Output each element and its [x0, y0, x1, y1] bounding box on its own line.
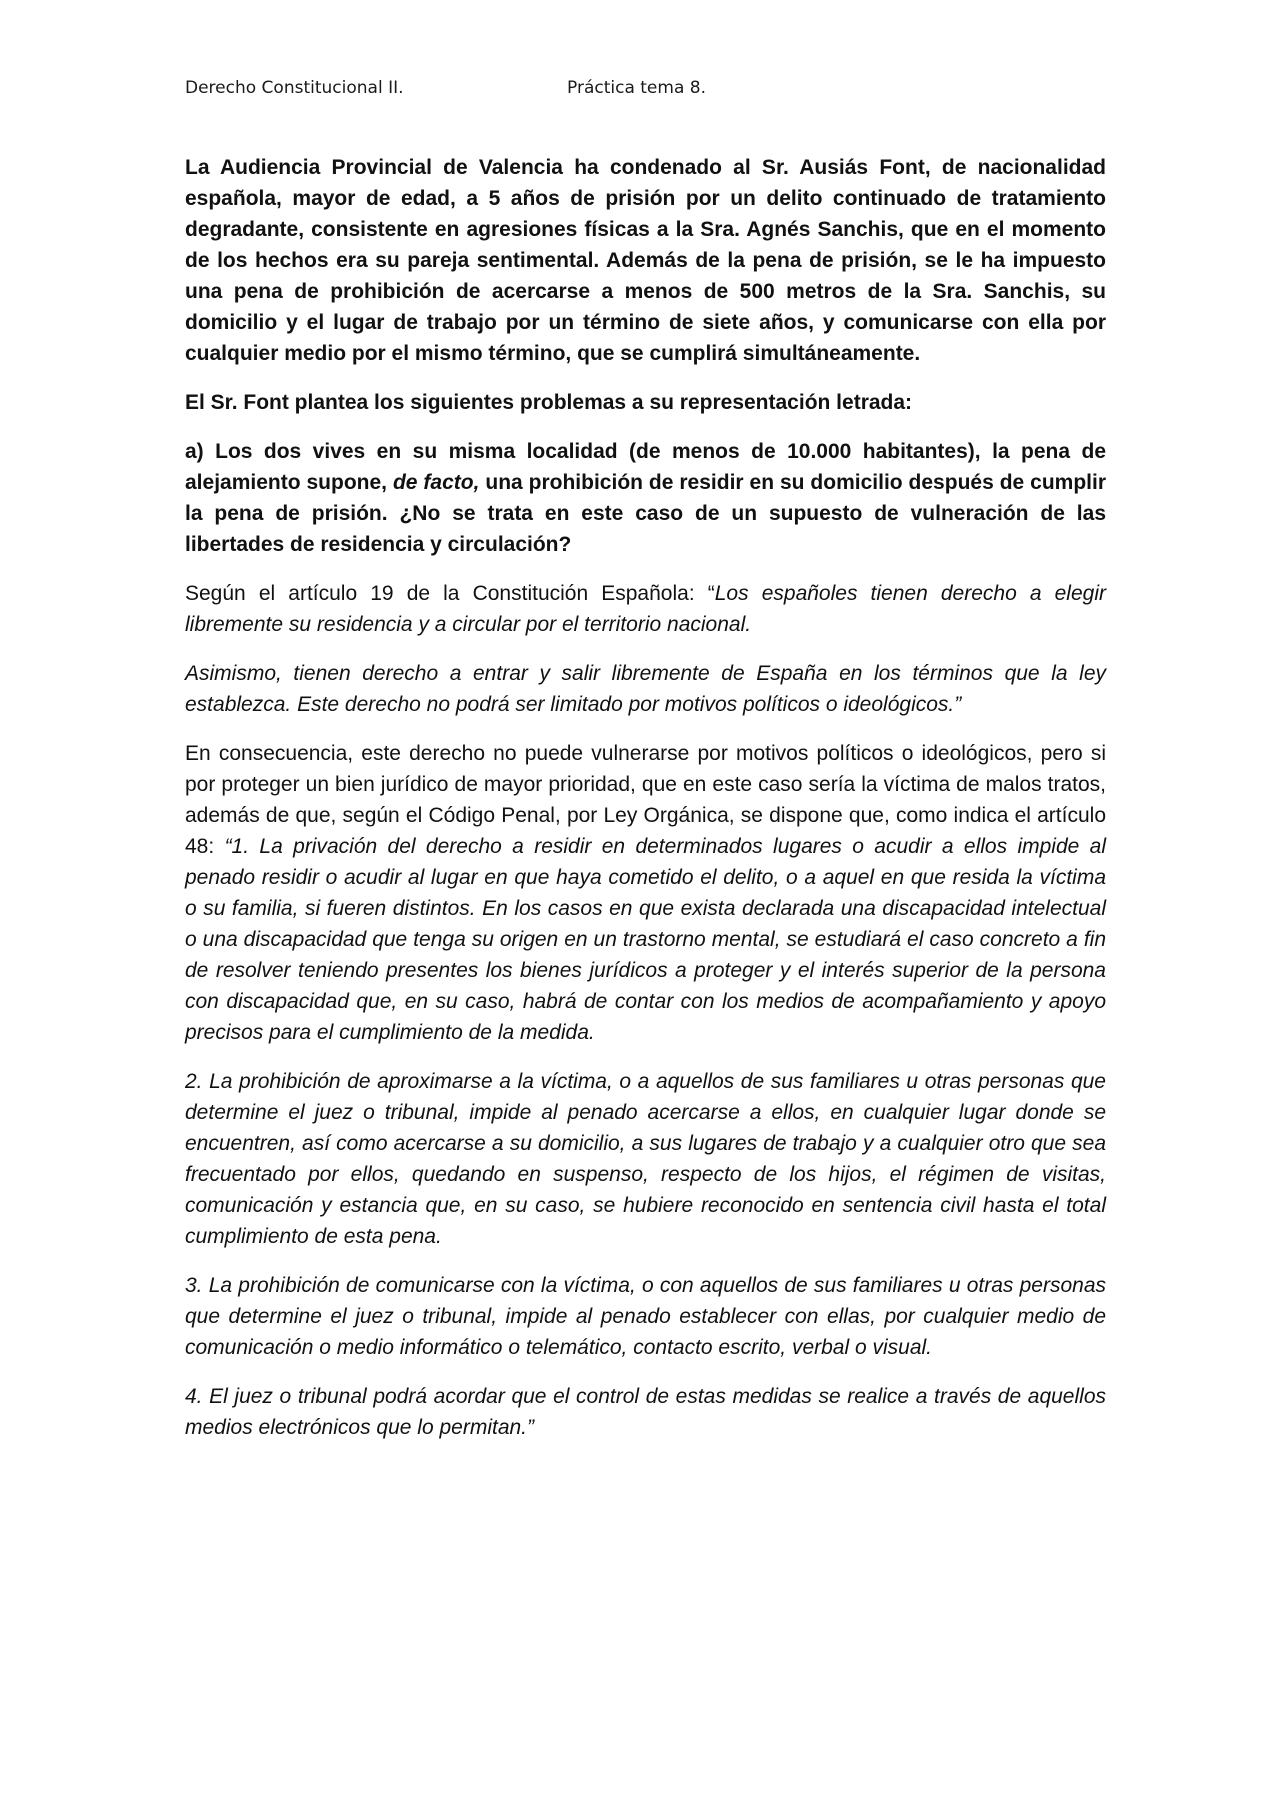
article-48-section-3: 3. La prohibición de comunicarse con la víctima, o con aquellos de sus familiares u otras personas que determine el juez o tribunal, impide al penado establecer con ellas, por cualquier medio de comunicación o medio informático o telemático, contacto escrito, verbal o visual. — [185, 1274, 1106, 1359]
article-19-paragraph — [185, 578, 1106, 640]
page-header — [185, 78, 1105, 110]
case-intro: El Sr. Font plantea los siguientes problemas a su representación letrada: — [185, 391, 913, 414]
article-19-intro: Según el artículo 19 de la Constitución Española: “ — [185, 582, 715, 605]
question-a-text-2: una prohibición de residir en su domicilio después de cumplir la pena de prisión. ¿No se trata en este caso de un supuesto de vulneración de las libertades de residencia y circulación? — [185, 471, 1106, 556]
question-a-text-1: a) Los dos vives en su misma localidad (de menos de 10.000 habitantes), la pena de alejamiento supone, — [185, 440, 1106, 494]
case-statement: La Audiencia Provincial de Valencia ha condenado al Sr. Ausiás Font, de nacionalidad española, mayor de edad, a 5 años de prisión por un delito continuado de tratamiento degradante, consistente en agresiones físicas a la Sra. Agnés Sanchis, que en el momento de los hechos era su pareja sentimental. Además de la pena de prisión, se le ha impuesto una pena de prohibición de acercarse a menos de 500 metros de la Sra. Sanchis, su domicilio y el lugar de trabajo por un término de siete años, y comunicarse con ella por cualquier medio por el mismo término, que se cumplirá simultáneamente. — [185, 156, 1106, 365]
article-48-section-4: 4. El juez o tribunal podrá acordar que el control de estas medidas se realice a través de aquellos medios electrónicos que lo permitan.” — [185, 1385, 1106, 1439]
header-course-title: Derecho Constitucional II. — [185, 78, 404, 98]
document-body — [185, 152, 1106, 1461]
article-48-section-1: “1. La privación del derecho a residir en determinados lugares o acudir a ellos impide al penado residir o acudir al lugar en que haya cometido el delito, o a aquel en que resida la víctima o su familia, si fueren distintos. En los casos en que exista declarada una discapacidad intelectual o una discapacidad que tenga su origen en un trastorno mental, se estudiará el caso concreto a fin de resolver teniendo presentes los bienes jurídicos a proteger y el interés superior de la persona con discapacidad que, en su caso, habrá de contar con los medios de acompañamiento y apoyo precisos para el cumplimiento de la medida. — [185, 835, 1107, 1044]
question-a — [185, 436, 1106, 560]
consequence-paragraph — [185, 738, 1106, 1048]
article-19-quote: Los españoles tienen derecho a elegir libremente su residencia y a circular por el territorio nacional. — [185, 582, 1106, 636]
article-19-quote-continued: Asimismo, tienen derecho a entrar y salir libremente de España en los términos que la ley establezca. Este derecho no podrá ser limitado por motivos políticos o ideológicos.” — [185, 662, 1106, 716]
consequence-text: En consecuencia, este derecho no puede vulnerarse por motivos políticos o ideológicos, pero si por proteger un bien jurídico de mayor prioridad, que en este caso sería la víctima de malos tratos, además de que, según el Código Penal, por Ley Orgánica, se dispone que, como indica el artículo 48: — [185, 742, 1106, 858]
header-practice-title: Práctica tema 8. — [567, 78, 706, 98]
article-48-section-2: 2. La prohibición de aproximarse a la víctima, o a aquellos de sus familiares u otras personas que determine el juez o tribunal, impide al penado acercarse a ellos, en cualquier lugar donde se encuentren, así como acercarse a su domicilio, a sus lugares de trabajo y a cualquier otro que sea frecuentado por ellos, quedando en suspenso, respecto de los hijos, el régimen de visitas, comunicación y estancia que, en su caso, se hubiere reconocido en sentencia civil hasta el total cumplimiento de esta pena. — [185, 1070, 1106, 1248]
question-a-emphasis: de facto, — [392, 471, 480, 494]
